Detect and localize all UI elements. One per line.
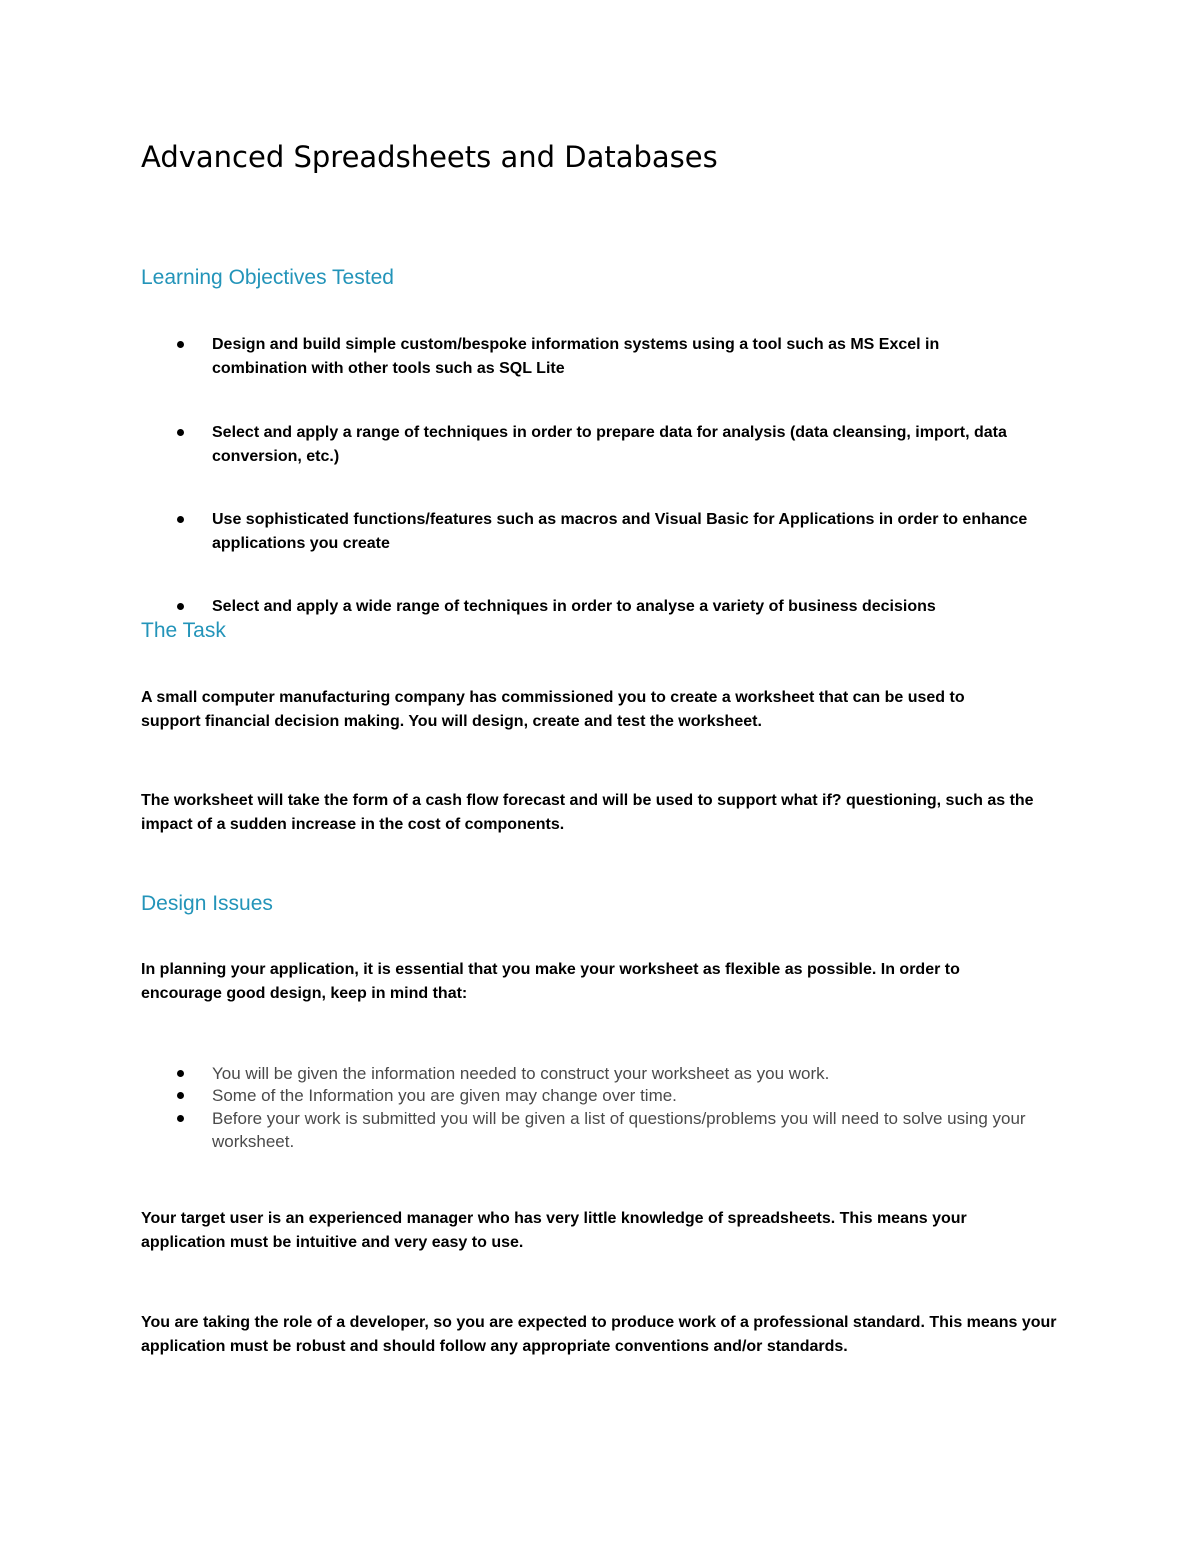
bullet-icon: [177, 1092, 184, 1099]
bullet-icon: [177, 1070, 184, 1077]
bullet-icon: [177, 429, 184, 436]
task-paragraph: The worksheet will take the form of a cash flow forecast and will be used to support what if? questioning, such as the impact of a sudden increase in the cost of components.: [141, 792, 1034, 833]
bullet-icon: [177, 1115, 184, 1122]
objective-text: Use sophisticated functions/features such as macros and Visual Basic for Applications in order to enhance applications you create: [212, 511, 1028, 552]
document-title: Advanced Spreadsheets and Databases: [141, 140, 718, 174]
design-intro: In planning your application, it is essential that you make your worksheet as flexible as possible. In order to encourage good design, keep in mind that:: [141, 961, 960, 1002]
bullet-icon: [177, 603, 184, 610]
design-item-text: Some of the Information you are given may change over time.: [212, 1086, 677, 1105]
objective-text: Select and apply a range of techniques in order to prepare data for analysis (data cleansing, import, data conversion, etc.): [212, 424, 1007, 465]
design-paragraph: You are taking the role of a developer, so you are expected to produce work of a professional standard. This means your application must be robust and should follow any appropriate conventions and/or standards.: [141, 1314, 1057, 1355]
design-item-text: Before your work is submitted you will be given a list of questions/problems you will need to solve using your worksheet.: [212, 1109, 1026, 1151]
design-heading: Design Issues: [141, 892, 273, 915]
task-heading: The Task: [141, 619, 226, 642]
objectives-heading: Learning Objectives Tested: [141, 266, 394, 289]
design-item-text: You will be given the information needed to construct your worksheet as you work.: [212, 1064, 830, 1083]
objective-text: Design and build simple custom/bespoke information systems using a tool such as MS Excel in combination with other tools such as SQL Lite: [212, 336, 940, 377]
bullet-icon: [177, 341, 184, 348]
design-paragraph: Your target user is an experienced manager who has very little knowledge of spreadsheets. This means your application must be intuitive and very easy to use.: [141, 1210, 967, 1251]
task-paragraph: A small computer manufacturing company has commissioned you to create a worksheet that can be used to support financial decision making. You will design, create and test the worksheet.: [141, 689, 965, 730]
bullet-icon: [177, 516, 184, 523]
objective-text: Select and apply a wide range of techniques in order to analyse a variety of business decisions: [212, 598, 936, 615]
